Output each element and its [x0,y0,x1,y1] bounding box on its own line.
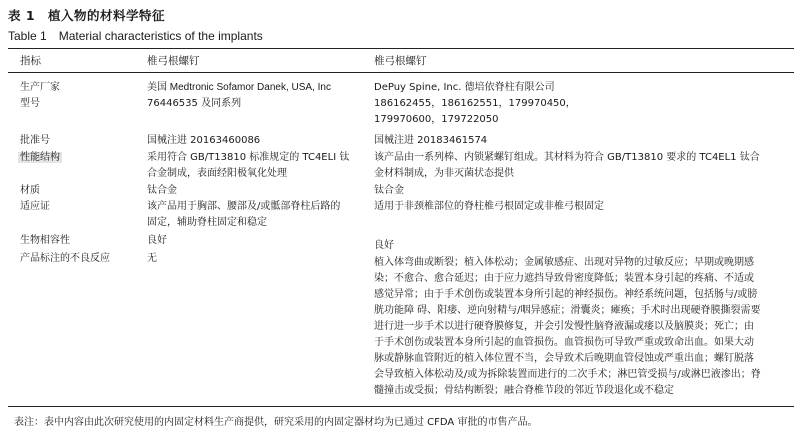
depuy-value: 该产品由一系列棒、内锁紧螺钉组成。其材料为符合 GB/T13810 要求的 TC4EL1 钛合 金材料制成，为非灭菌状态提供 [374,152,760,179]
bottom-rule [8,406,794,407]
medtronic-value: 76446535 及同系列 [147,98,242,109]
table-footnote: 表注：表中内容由此次研究使用的内固定材料生产商提供，研究采用的内固定器材均为已通过 CFDA 审批的市售产品。 [14,417,538,428]
depuy-value: DePuy Spine, Inc. 德培依脊柱有限公司 [374,82,555,93]
depuy-value: 国械注进 20183461574 [374,135,488,146]
row-label: 产品标注的不良反应 [20,253,110,264]
medtronic-value: 美国 Medtronic Sofamor Danek, USA, Inc [147,82,331,93]
depuy-value: 186162455，186162551，179970450， 179970600，179722050 [374,98,576,125]
table-title-en: Table 1 Material characteristics of the implants [8,29,263,43]
row-label: 生物相容性 [20,235,70,246]
medtronic-value: 采用符合 GB/T13810 标准规定的 TC4ELI 钛 合金制成，表面经阳极氧化处理 [147,152,350,179]
medtronic-value: 该产品用于胸部、腰部及/或骶部脊柱后路的 固定，辅助脊柱固定和稳定 [147,201,341,228]
header-indicator: 指标 [20,55,41,67]
row-label: 批准号 [20,135,50,146]
table-title-cn: 表 1 植入物的材料学特征 [8,8,166,23]
row-label: 生产厂家 [20,82,60,93]
row-label: 适应证 [20,201,50,212]
medtronic-value: 钛合金 [147,185,177,196]
medtronic-value: 良好 [147,235,167,246]
medtronic-value: 无 [147,253,157,264]
medtronic-value: 国械注进 20163460086 [147,135,261,146]
depuy-value: 适用于非颈椎部位的脊柱椎弓根固定或非椎弓根固定 [374,201,604,212]
depuy-value: 良好 [374,240,394,251]
depuy-value: 植入体弯曲或断裂；植入体松动；金属敏感症、出现对异物的过敏反应；早期或晚期感 染；不愈合、愈合延迟；由于应力遮挡导致骨密度降低；装置本身引起的疼痛、不适或 感觉异常；由于手术创伤或装置本身所引起的神经损伤。神经系统问题，包括肠与/或膀 胱功能障 碍、阳痿、逆向射精与/咽异感症；滑囊炎；瘫痪；手术时出现硬脊膜撕裂需要 进行进一步手术以进行硬脊膜修复，并会引发慢性脑脊液漏或瘘以及脑膜炎；死亡；由 于手术创伤或装置本身所引起的血管损伤。血管损伤可导致严重或致命出血。如果大动 脉或静脉血管附近的植入体位置不当，会导致术后晚期血管侵蚀或严重出血；螺钉脱落 会导致植入体松动及/或为拆除装置而进行的二次手术；淋巴管受损与/或淋巴液渗出；脊 髓撞击或受损；骨结构断裂；融合脊椎节段的邻近节段退化或不稳定 [374,257,761,396]
row-label: 型号 [20,98,40,109]
row-label: 性能结构 [20,152,60,163]
header-rule [8,72,794,73]
header-medtronic-screw: 椎弓根螺钉 [147,55,200,67]
row-label: 材质 [20,185,40,196]
depuy-value: 钛合金 [374,185,404,196]
top-rule [8,48,794,49]
header-depuy-screw: 椎弓根螺钉 [374,55,427,67]
